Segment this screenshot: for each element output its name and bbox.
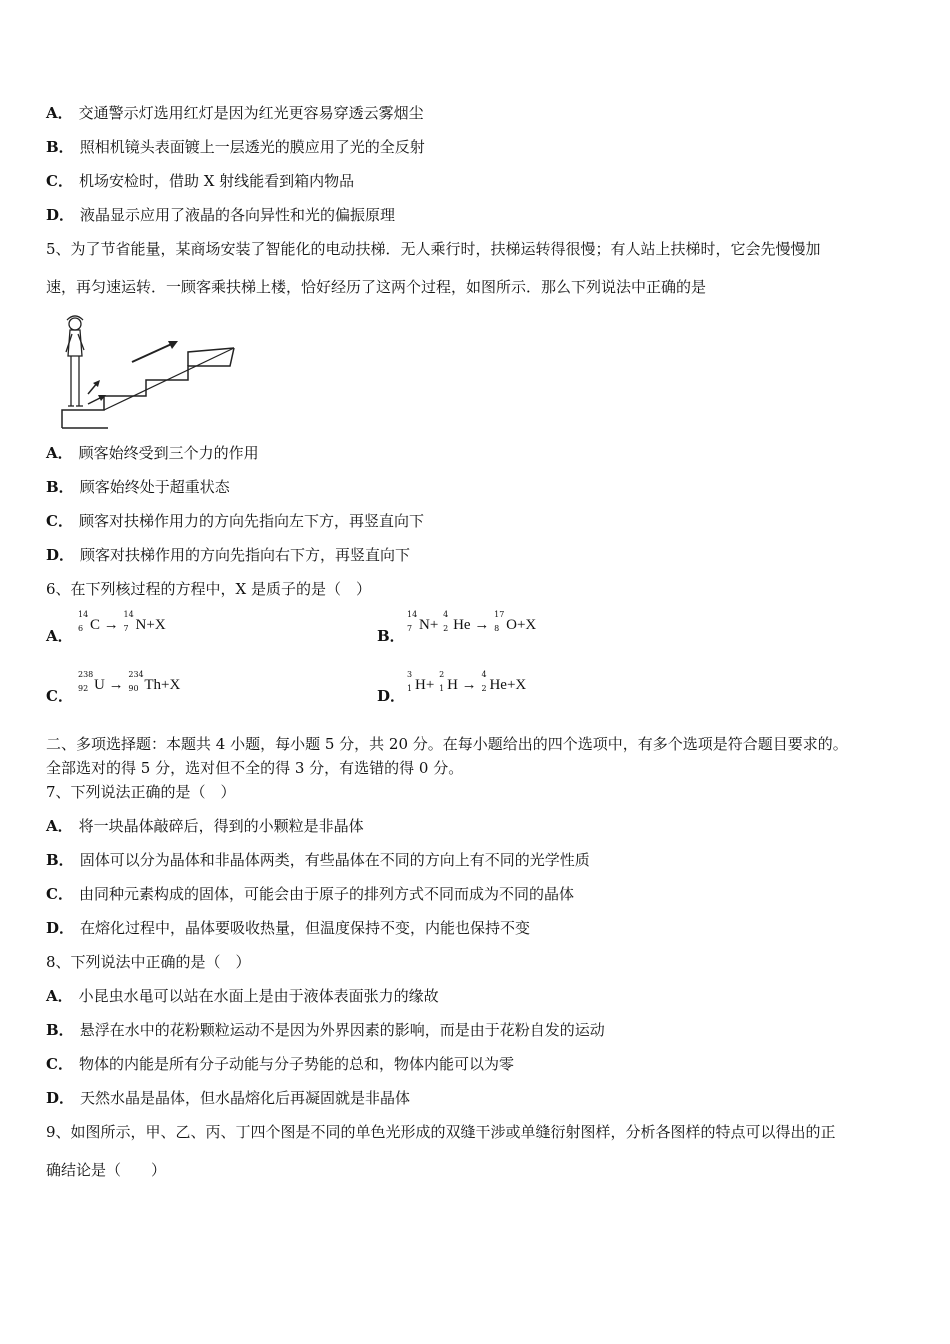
option-letter: D．	[46, 919, 75, 937]
q4-option-b	[46, 137, 425, 157]
q6-option-c	[46, 670, 346, 714]
option-text: 由同种元素构成的固体，可能会由于原子的排列方式不同而成为不同的晶体	[78, 885, 574, 903]
option-text: 在熔化过程中，晶体要吸收热量，但温度保持不变，内能也保持不变	[80, 919, 531, 937]
mass-number: 4	[481, 670, 487, 679]
q8-option-c	[46, 1054, 514, 1074]
option-text: 固体可以分为晶体和非晶体两类，有些晶体在不同的方向上有不同的光学性质	[79, 851, 590, 869]
option-text: 顾客对扶梯作用力的方向先指向左下方，再竖直向下	[78, 512, 424, 530]
escalator-figure	[58, 310, 240, 432]
option-text: 顾客对扶梯作用的方向先指向右下方，再竖直向下	[80, 546, 411, 564]
section2-header-line1: 二、多项选择题：本题共 4 小题，每小题 5 分，共 20 分。在每小题给出的四个选项中，有多个选项是符合题目要求的。	[46, 735, 848, 753]
q7-option-d	[46, 918, 530, 938]
option-letter: B．	[46, 851, 74, 869]
atomic-number: 92	[78, 684, 89, 693]
option-letter: B．	[377, 627, 405, 645]
nuclide-symbol: H →	[447, 677, 477, 693]
nuclide-symbol: Th+X	[144, 677, 181, 693]
atomic-number: 1	[439, 684, 445, 693]
q6-option-b	[377, 610, 677, 654]
q5-option-d	[46, 545, 410, 565]
q8-option-b	[46, 1020, 605, 1040]
option-letter: A．	[46, 627, 73, 645]
option-text: 液晶显示应用了液晶的各向异性和光的偏振原理	[80, 206, 396, 224]
mass-number: 14	[78, 610, 89, 619]
q6-option-d	[377, 670, 677, 714]
mass-number: 3	[407, 670, 413, 679]
nuclide-symbol: N+	[419, 617, 439, 633]
option-letter: C．	[46, 1055, 73, 1073]
option-text: 小昆虫水黾可以站在水面上是由于液体表面张力的缘故	[78, 987, 439, 1005]
atomic-number: 7	[407, 624, 413, 633]
q4-option-a	[46, 103, 424, 123]
atomic-number: 2	[481, 684, 487, 693]
nuclide-symbol: He+X	[489, 677, 527, 693]
nuclide-symbol: He →	[453, 617, 490, 633]
mass-number: 238	[78, 670, 94, 679]
option-letter: C．	[46, 172, 73, 190]
q7-option-a	[46, 816, 364, 836]
option-letter: D．	[46, 1089, 75, 1107]
option-letter: D．	[377, 687, 406, 705]
section2-header-line2: 全部选对的得 5 分，选对但不全的得 3 分，有选错的得 0 分。	[46, 759, 464, 777]
option-text: 照相机镜头表面镀上一层透光的膜应用了光的全反射	[79, 138, 425, 156]
nuclide-symbol: N+X	[135, 617, 166, 633]
option-letter: B．	[46, 138, 74, 156]
option-letter: A．	[46, 817, 73, 835]
q5-option-b	[46, 477, 230, 497]
q6-stem: 6、在下列核过程的方程中，X 是质子的是（ ）	[46, 580, 371, 598]
option-letter: B．	[46, 478, 74, 496]
option-letter: A．	[46, 444, 73, 462]
option-text: 物体的内能是所有分子动能与分子势能的总和，物体内能可以为零	[78, 1055, 514, 1073]
person-icon	[66, 316, 84, 406]
q5-option-c	[46, 511, 424, 531]
atomic-number: 90	[128, 684, 139, 693]
option-text: 机场安检时，借助 X 射线能看到箱内物品	[78, 172, 355, 190]
q5-stem-line2: 速，再匀速运转．一顾客乘扶梯上楼，恰好经历了这两个过程，如图所示．那么下列说法中正确的是	[46, 278, 707, 296]
atomic-number: 7	[123, 624, 129, 633]
option-letter: C．	[46, 512, 73, 530]
option-text: 顾客始终处于超重状态	[79, 478, 230, 496]
option-letter: D．	[46, 546, 75, 564]
q6-option-a	[46, 610, 346, 654]
q4-option-c	[46, 171, 354, 191]
q9-stem-line2: 确结论是（ ）	[46, 1161, 167, 1179]
atomic-number: 8	[494, 624, 500, 633]
nuclide-symbol: O+X	[506, 617, 537, 633]
option-text: 交通警示灯选用红灯是因为红光更容易穿透云雾烟尘	[78, 104, 424, 122]
option-text: 悬浮在水中的花粉颗粒运动不是因为外界因素的影响，而是由于花粉自发的运动	[79, 1021, 605, 1039]
atomic-number: 2	[443, 624, 449, 633]
atomic-number: 6	[78, 624, 84, 633]
mass-number: 17	[494, 610, 505, 619]
mass-number: 234	[128, 670, 144, 679]
option-letter: C．	[46, 885, 73, 903]
q9-stem-line1: 9、如图所示，甲、乙、丙、丁四个图是不同的单色光形成的双缝干涉或单缝衍射图样，分析各图样的特点可以得出的正	[46, 1123, 836, 1141]
option-letter: A．	[46, 104, 73, 122]
nuclide-symbol: C →	[90, 617, 119, 633]
option-letter: A．	[46, 987, 73, 1005]
option-text: 将一块晶体敲碎后，得到的小颗粒是非晶体	[78, 817, 364, 835]
q8-option-a	[46, 986, 439, 1006]
q8-option-d	[46, 1088, 410, 1108]
nuclide-symbol: U →	[94, 677, 124, 693]
q5-stem-line1: 5、为了节省能量，某商场安装了智能化的电动扶梯．无人乘行时，扶梯运转得很慢；有人站上扶梯时，它会先慢慢加	[46, 240, 821, 258]
nuclide-symbol: H+	[415, 677, 435, 693]
q5-option-a	[46, 443, 259, 463]
mass-number: 4	[443, 610, 449, 619]
mass-number: 14	[407, 610, 418, 619]
option-text: 顾客始终受到三个力的作用	[78, 444, 259, 462]
option-letter: B．	[46, 1021, 74, 1039]
option-letter: C．	[46, 687, 73, 705]
q8-stem: 8、下列说法中正确的是（ ）	[46, 953, 251, 971]
q7-option-c	[46, 884, 574, 904]
q7-option-b	[46, 850, 590, 870]
mass-number: 14	[123, 610, 134, 619]
mass-number: 2	[439, 670, 445, 679]
option-letter: D．	[46, 206, 75, 224]
option-text: 天然水晶是晶体，但水晶熔化后再凝固就是非晶体	[80, 1089, 411, 1107]
atomic-number: 1	[407, 684, 413, 693]
q7-stem: 7、下列说法正确的是（ ）	[46, 783, 236, 801]
q4-option-d	[46, 205, 395, 225]
